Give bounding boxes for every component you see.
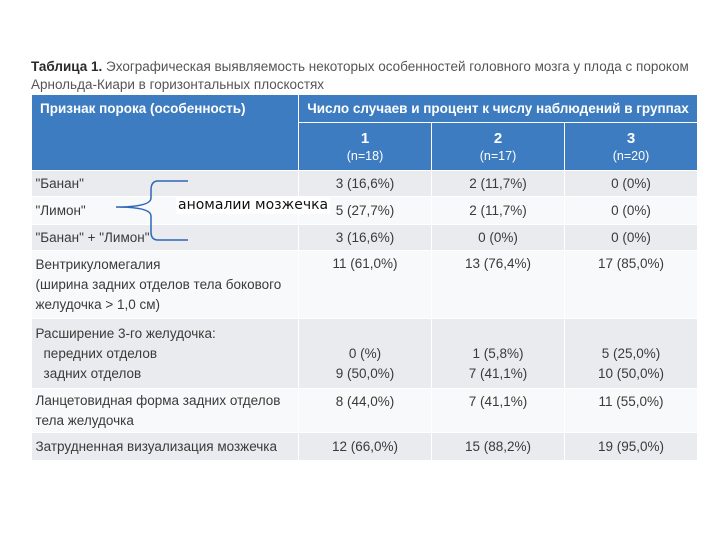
cell-group-1: 8 (44,0%) <box>299 389 432 433</box>
data-table <box>31 94 698 461</box>
cell-group-3 <box>565 319 698 389</box>
row-label: "Банан" + "Лимон" <box>32 225 299 251</box>
group-3-number: 3 <box>626 129 636 147</box>
cell-group-1: 11 (61,0%) <box>299 251 432 319</box>
cell-group-2: 13 (76,4%) <box>432 251 565 319</box>
table-row-banan-limon <box>32 225 698 251</box>
cell-group-2: 2 (11,7%) <box>432 197 565 225</box>
cell-group-2: 2 (11,7%) <box>432 171 565 197</box>
group-2-number: 2 <box>493 129 503 147</box>
header-group-2 <box>432 123 565 171</box>
cell-group-2: 7 (41,1%) <box>432 389 565 433</box>
cell-value: 5 (25,0%) <box>601 346 661 361</box>
header-group-3 <box>565 123 698 171</box>
table-row-third-ventricle <box>32 319 698 389</box>
cell-group-3: 0 (0%) <box>565 171 698 197</box>
cell-group-3: 11 (55,0%) <box>565 389 698 433</box>
row-label-line: передних отделов <box>43 345 158 361</box>
caption-label: Таблица 1. <box>31 59 103 74</box>
cell-group-3: 17 (85,0%) <box>565 251 698 319</box>
row-label-line: Вентрикуломегалия <box>35 256 161 272</box>
group-1-number: 1 <box>360 129 370 147</box>
cell-group-2: 0 (0%) <box>432 225 565 251</box>
table-row-lancet-form <box>32 389 698 433</box>
group-3-size: (n=20) <box>612 148 650 163</box>
row-label: "Банан" <box>32 171 299 197</box>
cell-group-1: 3 (16,6%) <box>299 225 432 251</box>
cell-group-1: 5 (27,7%) <box>299 197 432 225</box>
annotation-label: аномалии мозжечка <box>178 197 329 213</box>
row-label-line: (ширина задних отделов тела бокового <box>35 276 282 292</box>
table-row-cerebellum-visualization <box>32 433 698 461</box>
cell-group-2: 15 (88,2%) <box>432 433 565 461</box>
caption-text: Эхографическая выявляемость некоторых особенностей головного мозга у плода с пороком Арнольда-Киари в горизонтальных плоскостях <box>31 59 689 92</box>
cell-value: 0 (%) <box>348 346 382 361</box>
cell-group-3: 19 (95,0%) <box>565 433 698 461</box>
cell-group-1 <box>299 319 432 389</box>
table-row-limon <box>32 197 698 225</box>
table-row-banan <box>32 171 698 197</box>
row-label-line: Ланцетовидная форма задних отделов <box>35 392 281 408</box>
cell-group-1: 12 (66,0%) <box>299 433 432 461</box>
group-1-size: (n=18) <box>346 148 384 163</box>
header-groups-title: Число случаев и процент к числу наблюдений в группах <box>299 95 698 123</box>
cell-value: 9 (50,0%) <box>335 366 395 381</box>
cell-value: 1 (5,8%) <box>472 346 524 361</box>
table-row-ventriculomegaly <box>32 251 698 319</box>
row-label: "Лимон" <box>32 197 299 225</box>
row-label <box>32 251 299 319</box>
row-label-line: задних отделов <box>43 365 142 381</box>
row-label-line: Расширение 3-го желудочка: <box>35 325 216 341</box>
row-label <box>32 389 299 433</box>
cell-group-3: 0 (0%) <box>565 225 698 251</box>
group-2-size: (n=17) <box>479 148 517 163</box>
row-label-line: тела желудочка <box>35 412 134 428</box>
header-feature: Признак порока (особенность) <box>32 95 299 171</box>
header-group-1 <box>299 123 432 171</box>
row-label: Затрудненная визуализация мозжечка <box>32 433 299 461</box>
cell-group-1: 3 (16,6%) <box>299 171 432 197</box>
row-label-line: желудочка > 1,0 см) <box>35 296 161 312</box>
row-label <box>32 319 299 389</box>
table-caption <box>31 58 696 94</box>
cell-group-2 <box>432 319 565 389</box>
cell-value: 7 (41,1%) <box>468 366 528 381</box>
cell-value: 10 (50,0%) <box>597 366 665 381</box>
cell-group-3: 0 (0%) <box>565 197 698 225</box>
